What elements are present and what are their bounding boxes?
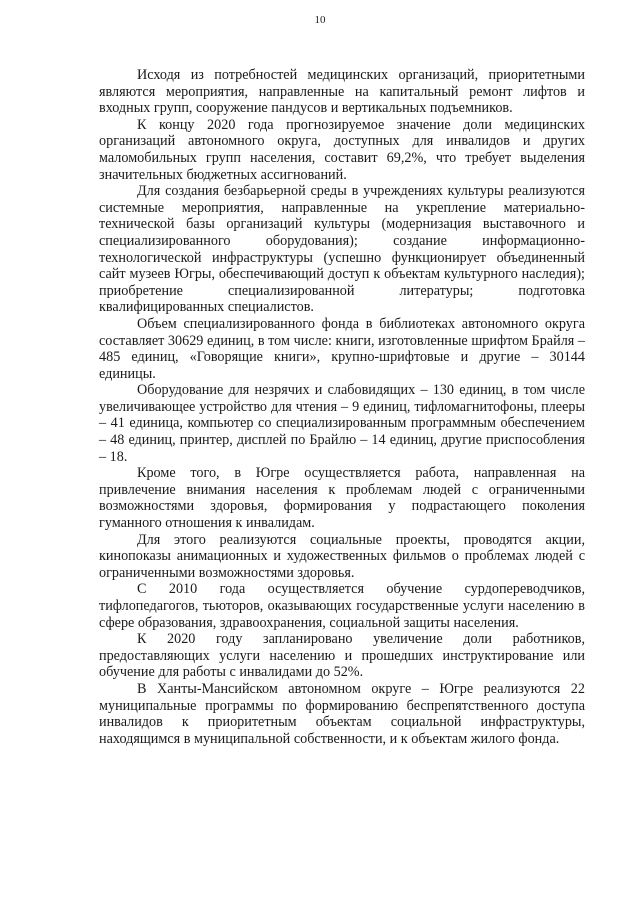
paragraph-workers-share: К 2020 году запланировано увеличение доли работников, предоставляющих услуги населению и прошедших инструктирование или обучение для работы с инвалидами до 52%.	[99, 631, 585, 681]
paragraph-medical-accessibility-forecast: К концу 2020 года прогнозируемое значение доли медицинских организаций автономного округа, доступных для инвалидов и других маломобильных групп населения, составит 69,2%, что требует выделения значительных бюджетных ассигнований.	[99, 116, 585, 183]
paragraph-equipment: Оборудование для незрячих и слабовидящих – 130 единиц, в том числе увеличивающее устройство для чтения – 9 единиц, тифломагнитофоны, плееры – 41 единица, компьютер со специализированным программным обеспечением – 48 единиц, принтер, дисплей по Брайлю – 14 единиц, другие приспособления – 18.	[99, 382, 585, 465]
paragraph-culture-barrier-free: Для создания безбарьерной среды в учреждениях культуры реализуются системные мероприятия, направленные на укрепление материально-технической базы организаций культуры (модернизация выставочного и специализированного оборудования); создание информационно-технологической инфраструктуры (успешно функционирует объединенный сайт музеев Югры, обеспечивающий доступ к объектам культурного наследия); приобретение специализированной литературы; подготовка квалифицированных специалистов.	[99, 183, 585, 316]
paragraph-social-projects: Для этого реализуются социальные проекты, проводятся акции, кинопоказы анимационных и художественных фильмов о проблемах людей с ограниченными возможностями здоровья.	[99, 531, 585, 581]
paragraph-library-fund: Объем специализированного фонда в библиотеках автономного округа составляет 30629 единиц, в том числе: книги, изготовленные шрифтом Брайля – 485 единиц, «Говорящие книги», крупно-шрифтовые и другие – 30144 единицы.	[99, 315, 585, 382]
paragraph-medical-priorities: Исходя из потребностей медицинских организаций, приоритетными являются мероприятия, направленные на капитальный ремонт лифтов и входных групп, сооружение пандусов и вертикальных подъемников.	[99, 67, 585, 117]
paragraph-public-awareness: Кроме того, в Югре осуществляется работа, направленная на привлечение внимания населения к проблемам людей с ограниченными возможностями здоровья, формирования у подрастающего поколения гуманного отношения к инвалидам.	[99, 465, 585, 532]
page-number: 10	[314, 14, 326, 26]
paragraph-municipal-programs: В Ханты-Мансийском автономном округе – Югре реализуются 22 муниципальные программы по формированию беспрепятственного доступа инвалидов к приоритетным объектам социальной инфраструктуры, находящимся в муниципальной собственности, и к объектам жилого фонда.	[99, 680, 585, 747]
document-body	[99, 67, 585, 747]
paragraph-training: С 2010 года осуществляется обучение сурдопереводчиков, тифлопедагогов, тьюторов, оказывающих государственные услуги населению в сфере образования, здравоохранения, социальной защиты населения.	[99, 581, 585, 631]
